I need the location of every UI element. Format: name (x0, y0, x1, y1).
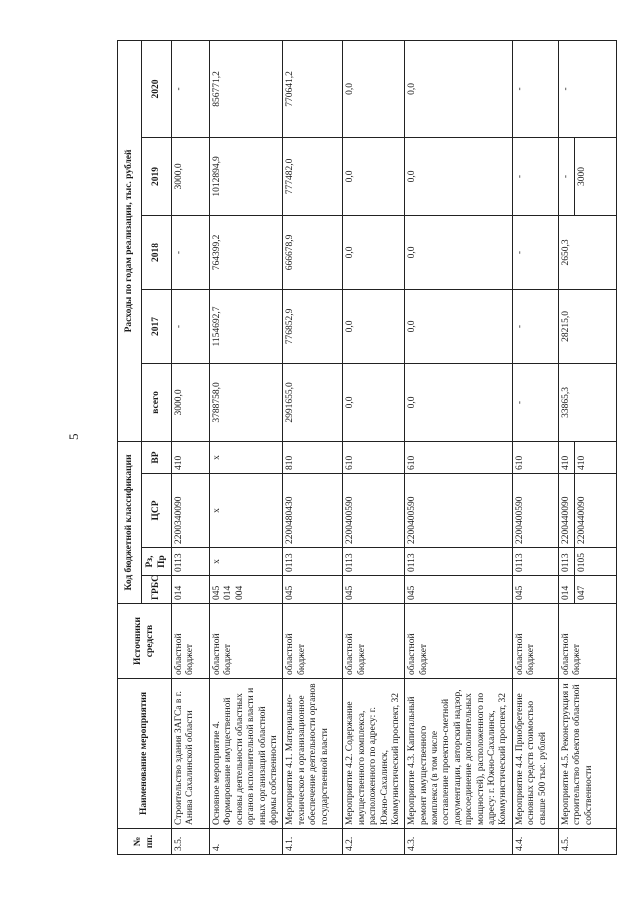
header-code-group: Код бюджетной классификации (118, 441, 142, 603)
header-2018: 2018 (142, 215, 172, 289)
row-csr: 2200400590 (512, 474, 558, 548)
row-num: 4. (210, 829, 283, 855)
row-rzpr-cell (558, 548, 616, 576)
row-total: 2991655,0 (283, 363, 343, 441)
row-2019: - (560, 174, 571, 179)
row-rzpr: 0113 (560, 553, 571, 572)
row-total: 3000,0 (172, 363, 210, 441)
row-2020: 770641,2 (283, 40, 343, 137)
row-source: областной бюджет (405, 604, 513, 679)
header-vr: ВР (142, 441, 172, 473)
row-2019: 3000,0 (172, 137, 210, 215)
row-2018: 764399,2 (210, 215, 283, 289)
row-grbs: 014 (172, 576, 210, 604)
row-grbs: 014 (560, 585, 571, 600)
header-2017: 2017 (142, 289, 172, 363)
row-2019: - (512, 137, 558, 215)
row-source: областной бюджет (283, 604, 343, 679)
row-2018: 666678,9 (283, 215, 343, 289)
table-row (512, 40, 558, 854)
row-total: 33865,3 (558, 363, 616, 441)
header-rzpr: Рз, Пр (142, 548, 172, 576)
row-source: областной бюджет (558, 604, 616, 679)
row-csr: 2200400590 (405, 474, 513, 548)
row-2018: 0,0 (405, 215, 513, 289)
row-2019: 0,0 (343, 137, 405, 215)
row-2019: 777482,0 (283, 137, 343, 215)
row-2020: 856771,2 (210, 40, 283, 137)
row-rzpr: 0113 (172, 548, 210, 576)
row-total: - (512, 363, 558, 441)
row-vr: 610 (512, 441, 558, 473)
row-csr: 2200340090 (172, 474, 210, 548)
row-2019: 0,0 (405, 137, 513, 215)
row-num: 4.3. (405, 829, 513, 855)
row-num: 4.1. (283, 829, 343, 855)
row-2018: - (512, 215, 558, 289)
row-name: Мероприятие 4.3. Капитальный ремонт имущественного комплекса (в том числе составление проектно-сметной документации, авторский надзор, присоединение дополнительных мощностей), расположенного по адресу: г. Южно-Сахалинск, Коммунистический проспект, 32 (405, 679, 513, 829)
header-2020: 2020 (142, 40, 172, 137)
row-csr: 2200400590 (343, 474, 405, 548)
row-csr-2: 2200440090 (574, 474, 588, 547)
table-row (283, 40, 343, 854)
table-row (558, 40, 616, 854)
row-2017: 776852,9 (283, 289, 343, 363)
row-source: областной бюджет (210, 604, 283, 679)
row-source: областной бюджет (343, 604, 405, 679)
row-vr: 610 (405, 441, 513, 473)
row-vr: 610 (343, 441, 405, 473)
row-vr: 410 (172, 441, 210, 473)
header-2019: 2019 (142, 137, 172, 215)
row-vr-cell (558, 441, 616, 473)
budget-table (117, 40, 617, 855)
row-grbs: 045 (512, 576, 558, 604)
row-total: 0,0 (405, 363, 513, 441)
row-grbs-2: 047 (574, 576, 588, 603)
row-num: 4.2. (343, 829, 405, 855)
header-num: № пп. (118, 829, 172, 855)
row-2017: 0,0 (343, 289, 405, 363)
row-2017: 1154692,7 (210, 289, 283, 363)
header-source: Источники средств (118, 604, 172, 679)
row-rzpr-2: 0105 (574, 548, 588, 575)
row-rzpr: 0113 (405, 548, 513, 576)
row-total: 3788758,0 (210, 363, 283, 441)
row-2018: 2650,3 (558, 215, 616, 289)
row-2017: 0,0 (405, 289, 513, 363)
row-2019-b: 3000 (574, 138, 588, 215)
row-grbs: 045 (405, 576, 513, 604)
row-csr: 2200480430 (283, 474, 343, 548)
row-num: 4.5. (558, 829, 616, 855)
row-2020: - (512, 40, 558, 137)
row-csr: 2200440090 (560, 496, 571, 544)
row-rzpr: 0113 (343, 548, 405, 576)
row-rzpr: 0113 (283, 548, 343, 576)
row-2018: 0,0 (343, 215, 405, 289)
table-row (210, 40, 283, 854)
row-vr: 810 (283, 441, 343, 473)
row-source: областной бюджет (172, 604, 210, 679)
row-csr-cell (558, 474, 616, 548)
row-2018: - (172, 215, 210, 289)
row-2020: - (172, 40, 210, 137)
row-name: Основное мероприятие 4. Формирование имущественной основы деятельности областных органов исполнительной власти и иных организаций областной формы собственности (210, 679, 283, 829)
row-2020: 0,0 (405, 40, 513, 137)
row-2017: 28215,0 (558, 289, 616, 363)
row-num: 3.5. (172, 829, 210, 855)
row-grbs: 045 (343, 576, 405, 604)
row-name: Строительство здания ЗАГСа в г. Анива Сахалинской области (172, 679, 210, 829)
table-row (405, 40, 513, 854)
row-total: 0,0 (343, 363, 405, 441)
page-number: 5 (66, 433, 81, 440)
row-vr-2: 410 (574, 442, 588, 473)
row-num: 4.4. (512, 829, 558, 855)
row-2019-cell (558, 137, 616, 215)
header-grbs: ГРБС (142, 576, 172, 604)
header-total: всего (142, 363, 172, 441)
row-rzpr: 0113 (512, 548, 558, 576)
row-name: Мероприятие 4.4. Приобретение основных средств стоимостью свыше 500 тыс. рублей (512, 679, 558, 829)
row-grbs: 045 014 004 (210, 576, 283, 604)
row-csr: x (210, 474, 283, 548)
row-source: областной бюджет (512, 604, 558, 679)
row-2017: - (172, 289, 210, 363)
rotated-table-container (117, 61, 594, 855)
row-name: Мероприятие 4.2. Содержание имущественного комплекса, расположенного по адресу: г. Южно-Сахалинск, Коммунистический проспект, 32 (343, 679, 405, 829)
row-rzpr: x (210, 548, 283, 576)
row-2020: 0,0 (343, 40, 405, 137)
row-grbs-cell (558, 576, 616, 604)
row-2017: - (512, 289, 558, 363)
header-exp-group: Расходы по годам реализации, тыс. рублей (118, 40, 142, 441)
table-row (172, 40, 210, 854)
row-name: Мероприятие 4.1. Материально-техническое и организационное обеспечение деятельности органов государственной власти (283, 679, 343, 829)
row-name: Мероприятие 4.5. Реконструкция и строительство объектов областной собственности (558, 679, 616, 829)
row-2019: 1012894,9 (210, 137, 283, 215)
row-2020: - (558, 40, 616, 137)
row-vr: 410 (560, 455, 571, 470)
row-vr: x (210, 441, 283, 473)
header-name: Наименование мероприятия (118, 679, 172, 829)
table-row (343, 40, 405, 854)
header-csr: ЦСР (142, 474, 172, 548)
row-grbs: 045 (283, 576, 343, 604)
